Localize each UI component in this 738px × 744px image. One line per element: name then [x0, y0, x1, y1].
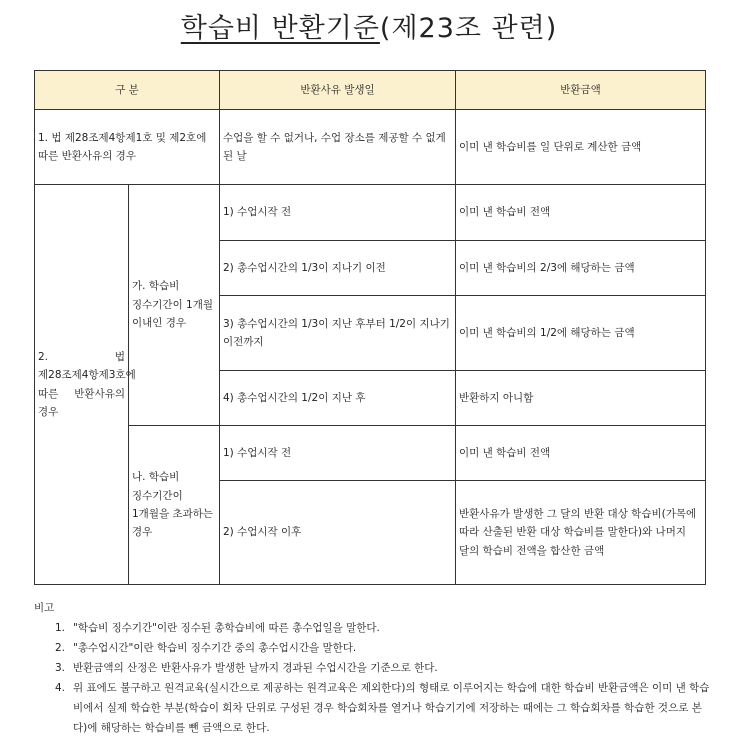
amount-cell: 이미 낸 학습비 전액 — [456, 426, 706, 481]
date-cell: 1) 수업시작 전 — [220, 185, 456, 241]
page-title — [0, 6, 738, 45]
table-row — [35, 110, 706, 185]
date-cell: 4) 총수업시간의 1/2이 지난 후 — [220, 371, 456, 426]
amount-cell: 이미 낸 학습비의 1/2에 해당하는 금액 — [456, 296, 706, 371]
note-text: "학습비 징수기간"이란 징수된 총학습비에 따른 총수업일을 말한다. — [73, 622, 380, 634]
note-number: 1. — [55, 622, 66, 634]
amount-cell: 이미 낸 학습비 전액 — [456, 185, 706, 241]
notes-heading: 비고 — [34, 602, 55, 614]
refund-table — [34, 70, 706, 585]
page-title-sub: (제23조 관련) — [379, 13, 558, 44]
amount-cell: 반환사유가 발생한 그 달의 반환 대상 학습비(가목에 따라 산출된 반환 대상 학습비를 말한다)와 나머지 달의 학습비 전액을 합산한 금액 — [456, 481, 706, 585]
amount-cell: 이미 낸 학습비의 2/3에 해당하는 금액 — [456, 241, 706, 296]
note-item — [55, 638, 710, 658]
header-date: 반환사유 발생일 — [220, 71, 456, 110]
note-number: 4. — [55, 682, 66, 694]
note-text: 위 표에도 불구하고 원격교육(실시간으로 제공하는 원격교육은 제외한다)의 형태로 이루어지는 학습에 대한 학습비 반환금액은 이미 낸 학습비에서 실제 학습한 부분(학습이 회차 단위로 구성된 경우 학습회차를 열거나 학습기기에 저장하는 때에는 그 학습회차를 학습한 것으로 본다)에 해당하는 학습비를 뺀 금액으로 한다. — [73, 682, 710, 734]
date-cell: 3) 총수업시간의 1/3이 지난 후부터 1/2이 지나기 이전까지 — [220, 296, 456, 371]
date-cell: 수업을 할 수 없거나, 수업 장소를 제공할 수 없게 된 날 — [220, 110, 456, 185]
note-number: 3. — [55, 662, 66, 674]
header-amount: 반환금액 — [456, 71, 706, 110]
note-item — [55, 678, 710, 738]
category-cell: 2. 법 제28조제4항제3호에 따른 반환사유의 경우 — [35, 185, 129, 585]
note-text: "총수업시간"이란 학습비 징수기간 중의 총수업시간을 말한다. — [73, 642, 357, 654]
category-cell: 1. 법 제28조제4항제1호 및 제2호에 따른 반환사유의 경우 — [35, 110, 220, 185]
note-item — [55, 658, 710, 678]
amount-cell: 이미 낸 학습비를 일 단위로 계산한 금액 — [456, 110, 706, 185]
note-text: 반환금액의 산정은 반환사유가 발생한 날까지 경과된 수업시간을 기준으로 한다. — [73, 662, 438, 674]
notes-section — [34, 598, 710, 738]
table-header-row — [35, 71, 706, 110]
note-item — [55, 618, 710, 638]
subcategory-cell: 나. 학습비 징수기간이 1개월을 초과하는 경우 — [129, 426, 220, 585]
notes-list — [34, 618, 710, 738]
header-category: 구 분 — [35, 71, 220, 110]
page-title-main: 학습비 반환기준 — [180, 13, 380, 44]
amount-cell: 반환하지 아니함 — [456, 371, 706, 426]
date-cell: 1) 수업시작 전 — [220, 426, 456, 481]
date-cell: 2) 총수업시간의 1/3이 지나기 이전 — [220, 241, 456, 296]
note-number: 2. — [55, 642, 66, 654]
table-row — [35, 185, 706, 241]
date-cell: 2) 수업시작 이후 — [220, 481, 456, 585]
table-row — [35, 426, 706, 481]
subcategory-cell: 가. 학습비 징수기간이 1개월 이내인 경우 — [129, 185, 220, 426]
